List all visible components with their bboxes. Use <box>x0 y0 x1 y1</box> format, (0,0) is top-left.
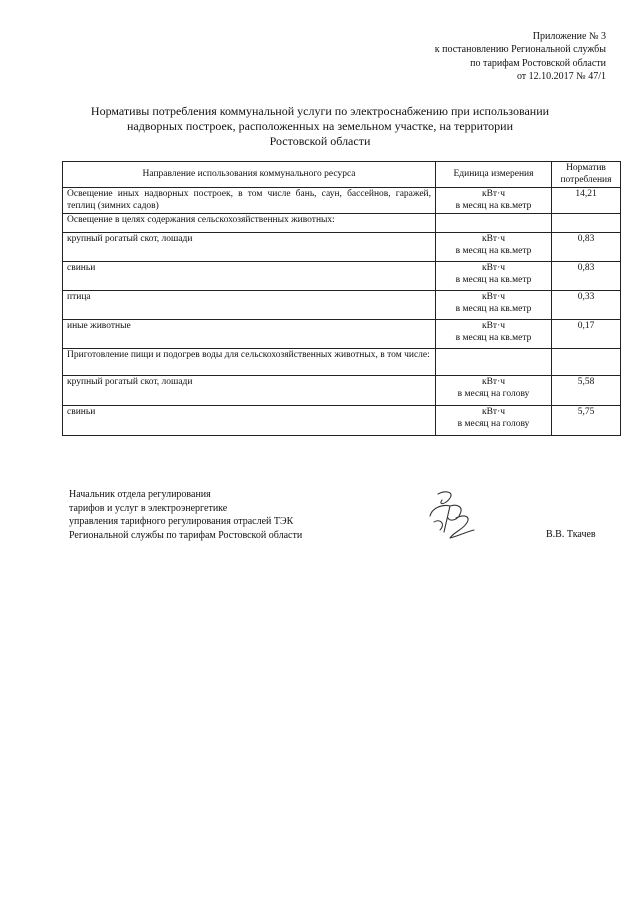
row-unit <box>436 320 552 349</box>
unit-line-1: кВт·ч <box>481 263 506 273</box>
unit-line-1: кВт·ч <box>481 292 506 302</box>
unit-line-1: кВт·ч <box>481 234 506 244</box>
table-row <box>63 376 621 406</box>
position-line-1: Начальник отдела регулирования <box>69 489 211 500</box>
row-direction: птица <box>63 291 436 320</box>
header-norm: Норматив потребления <box>552 162 621 188</box>
row-direction: крупный рогатый скот, лошади <box>63 376 436 406</box>
position-line-4: Региональной службы по тарифам Ростовской области <box>69 529 303 541</box>
norms-table <box>62 161 621 436</box>
signatory-position <box>69 488 369 542</box>
row-norm: 0,83 <box>552 233 621 262</box>
unit-line-1: кВт·ч <box>481 377 506 387</box>
row-unit <box>436 376 552 406</box>
row-unit <box>436 233 552 262</box>
header-unit: Единица измерения <box>436 162 552 188</box>
empty-cell <box>552 349 621 376</box>
row-norm: 5,75 <box>552 406 621 436</box>
row-direction: свиньи <box>63 406 436 436</box>
signer-name: В.В. Ткачев <box>546 529 596 540</box>
row-norm: 5,58 <box>552 376 621 406</box>
row-norm: 14,21 <box>552 188 621 214</box>
appendix-number: Приложение № 3 <box>532 31 606 42</box>
table-row <box>63 262 621 291</box>
unit-line-2: в месяц на кв.метр <box>455 245 532 256</box>
row-unit <box>436 188 552 214</box>
position-line-3: управления тарифного регулирования отраслей ТЭК <box>69 516 294 527</box>
appendix-authority: по тарифам Ростовской области <box>470 57 606 69</box>
unit-line-2: в месяц на голову <box>457 388 530 399</box>
unit-line-1: кВт·ч <box>481 321 506 331</box>
table-row <box>63 233 621 262</box>
title-line-3: Ростовской области <box>269 134 371 148</box>
table-row <box>63 320 621 349</box>
unit-line-2: в месяц на кв.метр <box>455 303 532 314</box>
row-direction: свиньи <box>63 262 436 291</box>
table-section-row <box>63 214 621 233</box>
unit-line-2: в месяц на кв.метр <box>455 274 532 285</box>
unit-line-2: в месяц на кв.метр <box>455 332 532 343</box>
empty-cell <box>552 214 621 233</box>
unit-line-1: кВт·ч <box>481 189 506 199</box>
section-direction: Приготовление пищи и подогрев воды для сельскохозяйственных животных, в том числе: <box>63 349 436 376</box>
row-norm: 0,33 <box>552 291 621 320</box>
unit-line-2: в месяц на голову <box>457 418 530 429</box>
empty-cell <box>436 349 552 376</box>
row-norm: 0,83 <box>552 262 621 291</box>
table-section-row <box>63 349 621 376</box>
appendix-header <box>346 30 606 83</box>
appendix-date: от 12.10.2017 № 47/1 <box>516 70 606 82</box>
handwritten-signature <box>420 488 480 544</box>
unit-line-2: в месяц на кв.метр <box>455 200 532 211</box>
table-row <box>63 188 621 214</box>
row-norm: 0,17 <box>552 320 621 349</box>
unit-line-1: кВт·ч <box>481 407 506 417</box>
title-line-2: надворных построек, расположенных на земельном участке, на территории <box>126 119 514 133</box>
appendix-resolution: к постановлению Региональной службы <box>434 44 606 56</box>
row-direction: Освещение иных надворных построек, в том числе бань, саун, бассейнов, гаражей, теплиц (зимних садов) <box>63 188 436 214</box>
table-row <box>63 291 621 320</box>
row-direction: иные животные <box>63 320 436 349</box>
row-unit <box>436 291 552 320</box>
row-unit <box>436 262 552 291</box>
row-direction: крупный рогатый скот, лошади <box>63 233 436 262</box>
document-title <box>60 104 580 149</box>
table-header-row <box>63 162 621 188</box>
section-direction: Освещение в целях содержания сельскохозяйственных животных: <box>63 214 436 233</box>
row-unit <box>436 406 552 436</box>
table-row <box>63 406 621 436</box>
position-line-2: тарифов и услуг в электроэнергетике <box>69 502 228 514</box>
empty-cell <box>436 214 552 233</box>
title-line-1: Нормативы потребления коммунальной услуги по электроснабжению при использовании <box>90 104 550 118</box>
header-direction: Направление использования коммунального ресурса <box>63 162 436 188</box>
